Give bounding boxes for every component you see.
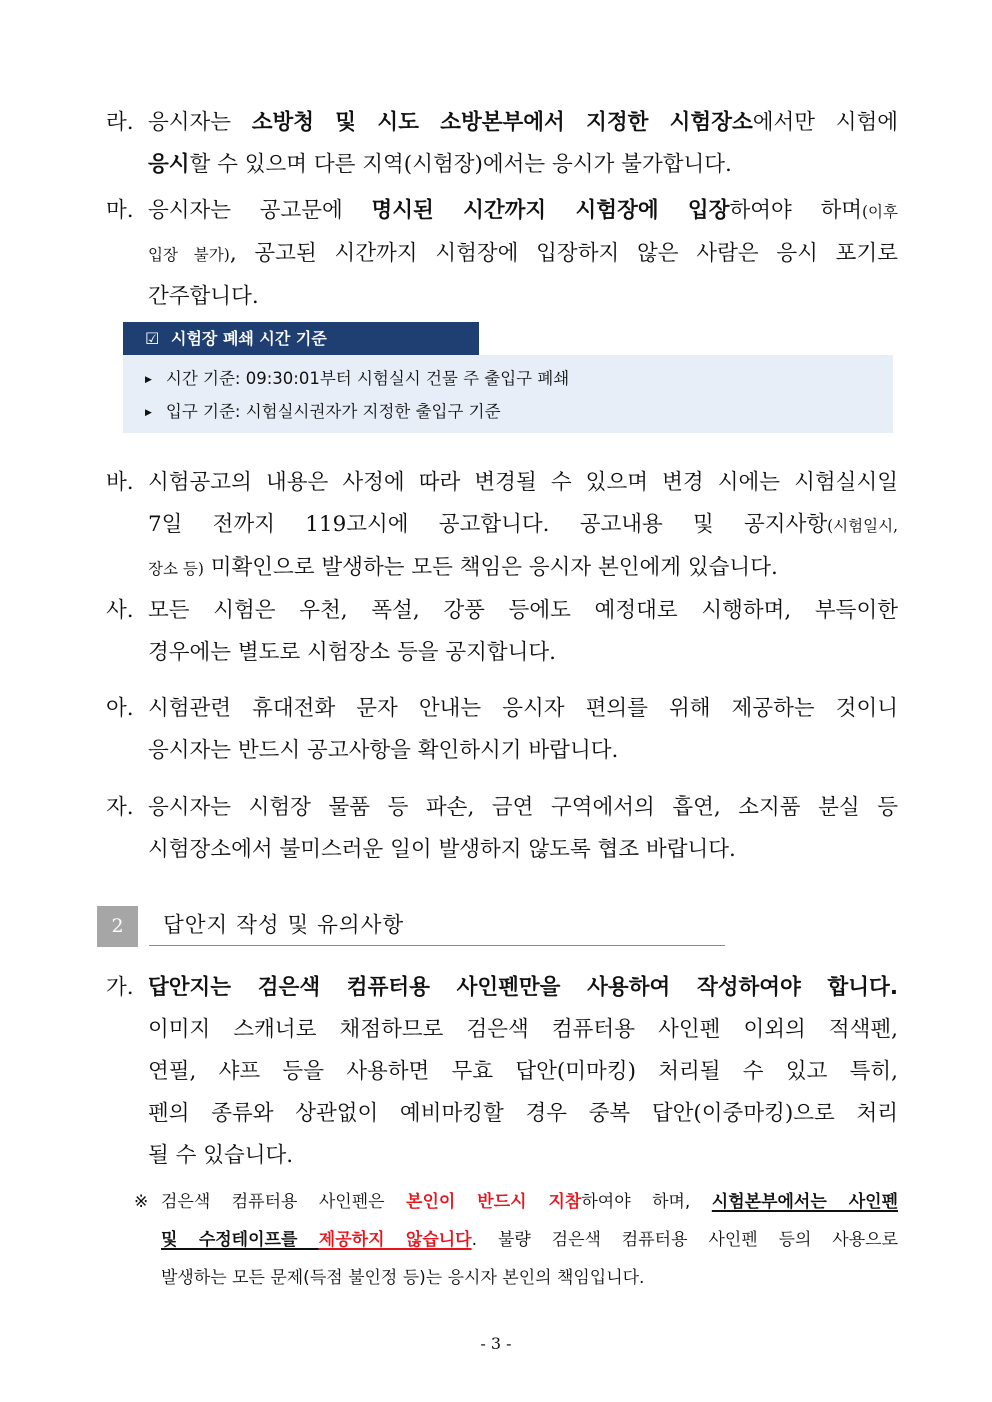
notice-box-title: 시험장 폐쇄 시간 기준 (171, 329, 327, 348)
item-ma (106, 190, 898, 318)
text: 시험관련 휴대전화 문자 안내는 응시자 편의를 위해 제공하는 것이니 (148, 696, 898, 721)
text: 하여야 하며 (729, 198, 862, 223)
bold-text: 응시 (148, 152, 190, 177)
text: 모든 시험은 우천, 폭설, 강풍 등에도 예정대로 시행하며, 부득이한 (148, 598, 898, 623)
triangle-bullet-icon: ▶ (145, 375, 152, 385)
notice-row-text: 시간 기준: 09:30:01부터 시험실시 건물 주 출입구 폐쇄 (165, 369, 570, 388)
small-text: 장소 등) (148, 560, 204, 578)
underlined-text: 시험본부에서는 사인펜 (711, 1192, 898, 1212)
notice-row (145, 365, 569, 389)
text: 하여야 하며, (581, 1192, 712, 1212)
item-marker: 마. (106, 198, 134, 223)
item-marker: 사. (106, 598, 134, 623)
bold-text: 소방청 및 시도 소방본부에서 지정한 시험장소 (251, 110, 753, 135)
notice-box-body (123, 355, 893, 433)
text: 7일 전까지 119고시에 공고합니다. 공고내용 및 공지사항 (148, 512, 828, 537)
item-ba (106, 462, 898, 590)
text: 응시자는 반드시 공고사항을 확인하시기 바랍니다. (148, 738, 619, 763)
item-ja (106, 787, 898, 871)
item-marker: 아. (106, 696, 134, 721)
small-text: (시험일시, (827, 517, 898, 535)
item-marker: 바. (106, 470, 134, 495)
text: 펜의 종류와 상관없이 예비마킹할 경우 중복 답안(이중마킹)으로 처리 (148, 1101, 898, 1126)
text: 연필, 샤프 등을 사용하면 무효 답안(미마킹) 처리될 수 있고 특히, (148, 1059, 898, 1084)
small-text: (이후 (862, 203, 898, 221)
text: 응시자는 공고문에 (148, 198, 372, 223)
notice-box-header (123, 322, 479, 355)
notice-row (145, 398, 501, 422)
page-number: - 3 - (480, 1334, 512, 1353)
text: 될 수 있습니다. (148, 1143, 294, 1168)
text: 에서만 시험에 (752, 110, 898, 135)
reference-mark-icon: ※ (134, 1192, 149, 1212)
item-marker: 자. (106, 795, 134, 820)
text: 검은색 컴퓨터용 사인펜은 (161, 1192, 407, 1212)
text: 시험공고의 내용은 사정에 따라 변경될 수 있으며 변경 시에는 시험실시일 (148, 470, 898, 495)
small-text: 입장 불가) (148, 246, 230, 264)
notice-row-text: 입구 기준: 시험실시권자가 지정한 출입구 기준 (165, 402, 501, 421)
text: . 불량 검은색 컴퓨터용 사인펜 등의 사용으로 (471, 1230, 898, 1250)
triangle-bullet-icon: ▶ (145, 408, 152, 418)
checkbox-icon: ☑ (145, 329, 160, 348)
text: 간주합니다. (148, 284, 259, 309)
section-number-badge: 2 (97, 906, 138, 947)
text: 응시자는 (148, 110, 252, 135)
text: 발생하는 모든 문제(득점 불인정 등)는 응시자 본인의 책임입니다. (161, 1268, 645, 1288)
red-emphasis: 본인이 반드시 지참 (406, 1192, 582, 1212)
text: 경우에는 별도로 시험장소 등을 공지합니다. (148, 640, 557, 665)
red-underlined-text: 제공하지 않습니다 (318, 1230, 472, 1250)
section-underline (149, 945, 725, 946)
text: 응시자는 시험장 물품 등 파손, 금연 구역에서의 흡연, 소지품 분실 등 (148, 795, 898, 820)
item-sa (106, 590, 898, 674)
item-ga (106, 967, 898, 1177)
section-title: 답안지 작성 및 유의사항 (163, 913, 405, 938)
text: 미확인으로 발생하는 모든 책임은 응시자 본인에게 있습니다. (203, 555, 778, 580)
note (134, 1183, 898, 1297)
text: 시험장소에서 불미스러운 일이 발생하지 않도록 협조 바랍니다. (148, 837, 736, 862)
item-ra (106, 102, 898, 186)
text: 할 수 있으며 다른 지역(시험장)에서는 응시가 불가합니다. (189, 152, 732, 177)
text: 이미지 스캐너로 채점하므로 검은색 컴퓨터용 사인펜 이외의 적색펜, (148, 1017, 898, 1042)
bold-text: 명시된 시간까지 시험장에 입장 (371, 198, 730, 223)
underlined-text: 및 수정테이프를 (161, 1230, 319, 1250)
item-marker: 라. (106, 110, 134, 135)
bold-text: 답안지는 검은색 컴퓨터용 사인펜만을 사용하여 작성하여야 합니다. (148, 975, 898, 1000)
item-marker: 가. (106, 975, 134, 1000)
item-ah (106, 688, 898, 772)
text: , 공고된 시간까지 시험장에 입장하지 않은 사람은 응시 포기로 (229, 241, 898, 266)
